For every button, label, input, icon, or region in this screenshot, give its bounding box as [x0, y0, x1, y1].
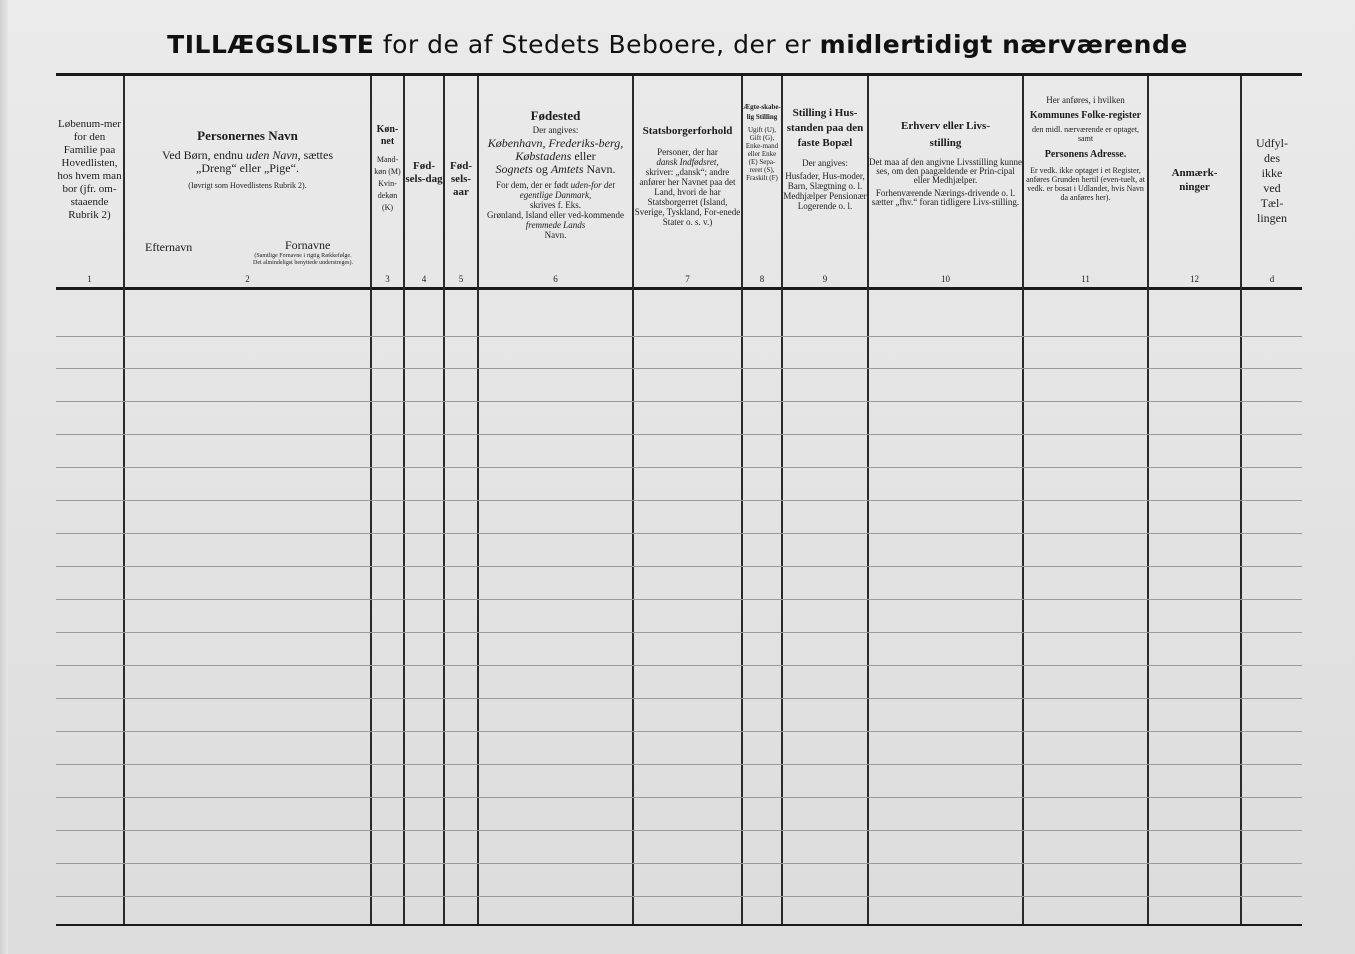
entry-row-line: [56, 401, 1302, 402]
entry-row-line: [56, 467, 1302, 468]
col8-text: Ugift (U), Gift (G), Enke-mand eller Enke (E) Sepa-reret (S), Fraskilt (F): [745, 126, 779, 182]
col7-heading: Statsborgerforhold: [642, 125, 733, 137]
col6-sub: Der angives:: [532, 125, 579, 135]
col2-firstname-label: Fornavne: [285, 238, 331, 252]
title-middle: for de af Stedets Beboere, der er: [374, 30, 820, 59]
col13-header: [1242, 82, 1302, 260]
col6-header: Fødested Der angives: København, Frederiks-berg, Købstadens eller Sognets og Amtets Navn. For dem, der er født uden-for det egentlige Danmark, skrives f. Eks. Grønland, Island eller ved-kommende fremmede Lands Navn.: [479, 82, 632, 260]
col9-heading: Stilling i Hus-standen paa den faste Bopæl: [786, 107, 864, 149]
col9-number: 9: [822, 274, 828, 284]
header-bottom-rule: [56, 287, 1302, 290]
col4-number: 4: [421, 274, 427, 284]
entry-row-line: [56, 830, 1302, 831]
entry-row-line: [56, 336, 1302, 337]
col3-number: 3: [385, 274, 390, 284]
col12-number: 12: [1190, 274, 1199, 284]
bottom-rule: [56, 924, 1302, 926]
col12-heading: Anmærk-ninger: [1171, 167, 1218, 193]
col10-text1: Det maa af den angivne Livsstilling kunne ses, om den paagældende er Prin-cipal eller Medhjælper.: [869, 157, 1022, 185]
col7-number: 7: [685, 274, 690, 284]
entry-row-line: [56, 434, 1302, 435]
col13-text: Udfyl-des ikke ved Tæl-lingen: [1256, 136, 1288, 225]
entry-row-line: [56, 764, 1302, 765]
entry-row-line: [56, 368, 1302, 369]
col2-header: [125, 82, 370, 266]
entry-row-line: [56, 533, 1302, 534]
entry-row-line: [56, 599, 1302, 600]
col10-text2: Forhenværende Nærings-drivende o. l. sætter „fhv.“ foran tidligere Livs-stilling.: [871, 188, 1020, 207]
entry-row-line: [56, 797, 1302, 798]
col1-text: Løbenum-mer for den Familie paa Hovedlisten, hos hvem man bor (jfr. om-staaende Rubrik 2): [57, 118, 122, 221]
col2-heading: Personernes Navn: [197, 128, 298, 143]
col9-text: Husfader, Hus-moder, Barn, Slægtning o. l. Medhjælper Pensionær Logerende o. l.: [783, 171, 867, 211]
col12-header: [1149, 82, 1240, 260]
entry-row-line: [56, 665, 1302, 666]
title-main: TILLÆGSLISTE: [167, 30, 375, 59]
col2-firstname-note: (Samtlige Fornavne i rigtig Rækkefølge. Det almindeligst benyttede understreges).: [253, 253, 353, 266]
col9-header: [783, 82, 867, 260]
col5-number: 5: [458, 274, 464, 284]
col4-heading: Fød-sels-dag: [405, 160, 443, 185]
col11-heading2: Personens Adresse.: [1044, 149, 1127, 160]
col11-heading: Kommunes Folke-register: [1029, 110, 1142, 121]
col11-number: 11: [1081, 274, 1090, 284]
col4-header: [405, 82, 443, 260]
col3-text: Mand-køn (M) Kvin-dekøn (K): [374, 155, 401, 212]
title-end: midlertidigt nærværende: [819, 30, 1188, 59]
entry-row-line: [56, 632, 1302, 633]
col8-number: 8: [759, 274, 765, 284]
entry-row-line: [56, 731, 1302, 732]
col10-heading: Erhverv eller Livs-stilling: [901, 120, 990, 149]
col2-line2: „Dreng“ eller „Pige“.: [196, 161, 299, 175]
col3-header: [372, 82, 403, 260]
entry-row-line: [56, 896, 1302, 897]
col2-note: (Iøvrigt som Hovedlistens Rubrik 2).: [188, 181, 307, 190]
entry-row-line: [56, 566, 1302, 567]
col5-heading: Fød-sels-aar: [450, 160, 472, 198]
col7-header: Statsborgerforhold Personer, der har dansk Indfødsret, skriver: „dansk“; andre anfører her Navnet paa det Land, hvori de har Statsborgerret (Island, Sverige, Tyskland, For-enede Stater o. s. v.): [634, 125, 741, 227]
top-rule: [56, 73, 1302, 76]
col11-top: Her anføres, i hvilken: [1046, 95, 1125, 105]
entry-row-line: [56, 863, 1302, 864]
col1-header: [56, 118, 123, 296]
col3-heading: Køn-net: [376, 124, 399, 147]
col13-number: d: [1269, 274, 1275, 284]
col2-surname-label: Efternavn: [145, 240, 193, 254]
entry-row-line: [56, 500, 1302, 501]
col2-line1: Ved Børn, endnu uden Navn, sættes: [162, 148, 333, 162]
col2-number: 2: [245, 274, 250, 284]
entry-row-line: [56, 698, 1302, 699]
col9-sub: Der angives:: [802, 158, 848, 168]
col10-header: [869, 82, 1022, 260]
col7-text: skriver: „dansk“; andre anfører her Navnet paa det Land, hvori de har Statsborgerret (Island, Sverige, Tyskland, For-enede Stater o. s. v.): [634, 167, 741, 227]
col6-heading: Fødested: [530, 108, 581, 123]
form-title: [0, 30, 1355, 59]
col1-number: 1: [87, 274, 92, 284]
col6-number: 6: [553, 274, 558, 284]
col10-number: 10: [941, 274, 950, 284]
col8-heading: Ægte-skabe-lig Stilling: [743, 103, 781, 121]
col11-header: [1024, 82, 1147, 260]
col8-header: [743, 82, 781, 260]
col5-header: [445, 82, 477, 260]
page-edge-shadow: [0, 0, 8, 954]
col11-text2: Er vedk. ikke optaget i et Register, anføres Grunden hertil (even-tuelt, at vedk. er bosat i Udlandet, hvis Navn da anføres her).: [1026, 166, 1145, 202]
col11-text1: den midl. nærværende er optaget, samt: [1031, 125, 1140, 143]
